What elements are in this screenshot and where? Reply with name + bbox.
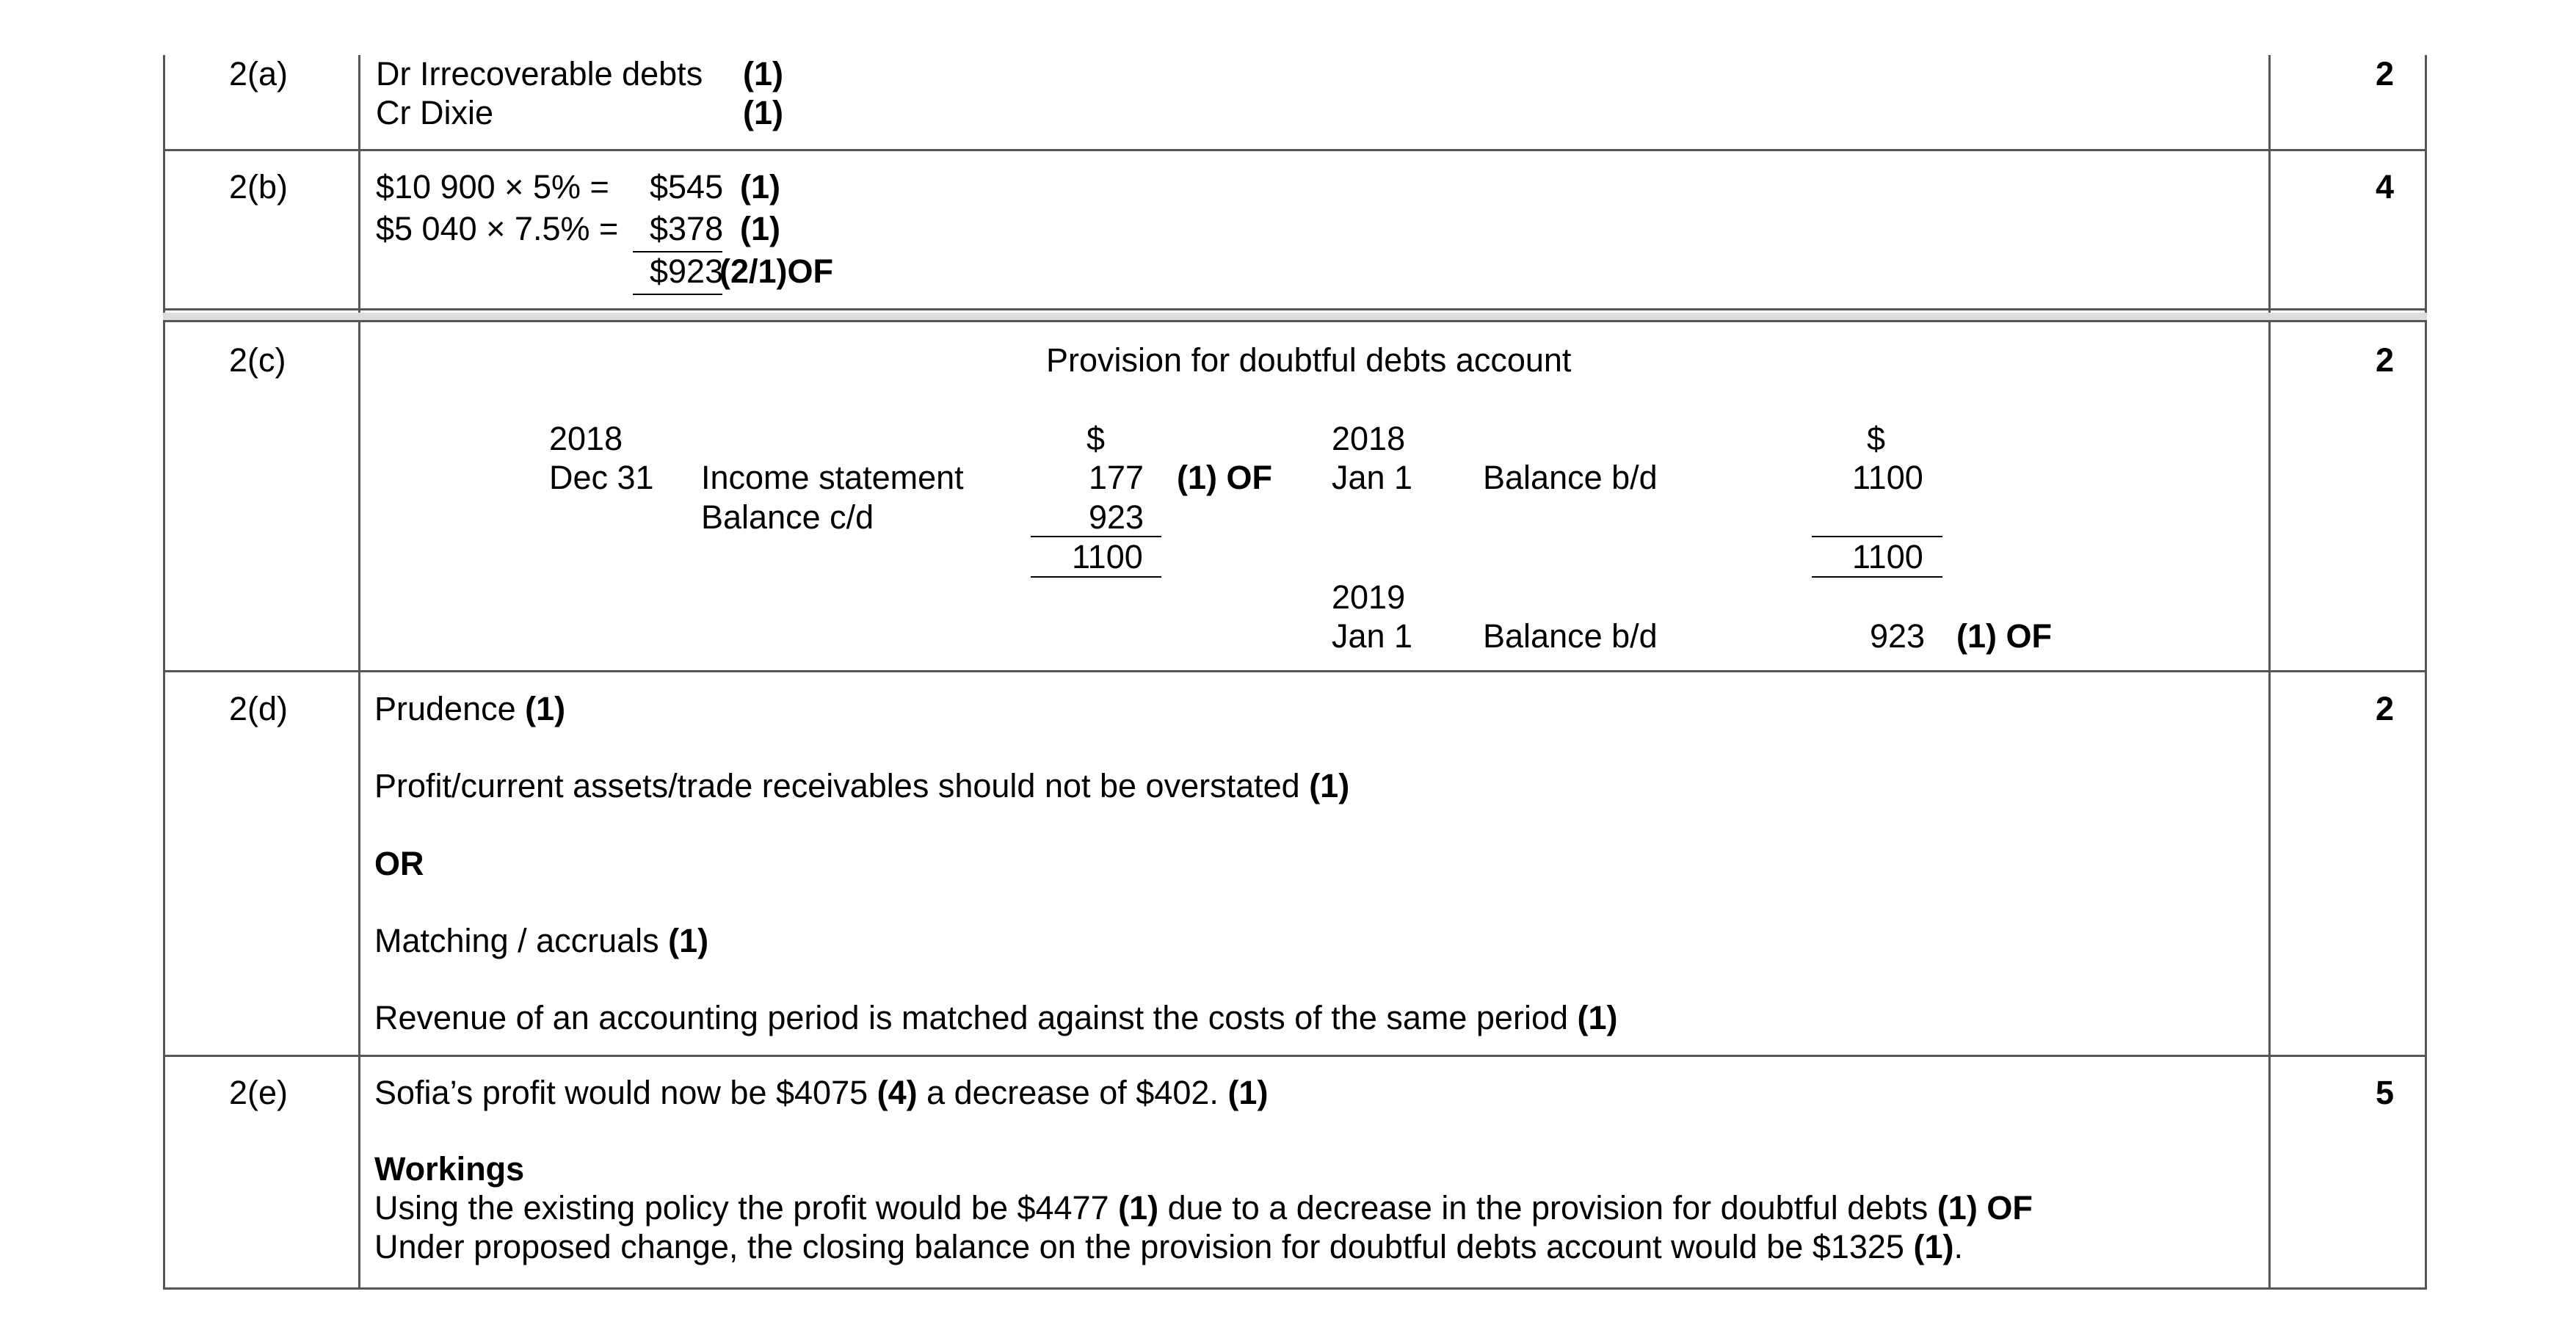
answer-line: Cr Dixie — [376, 94, 494, 131]
mark-allocation: (1) — [740, 210, 780, 247]
question-number: 2(a) — [229, 55, 289, 92]
debit-date: Dec 31 — [549, 459, 654, 496]
row-divider — [163, 320, 2427, 322]
debit-detail: Income statement — [701, 459, 964, 496]
credit-detail: Balance b/d — [1483, 459, 1658, 496]
credit-total: 1100 — [1852, 538, 1923, 575]
column-divider-question — [358, 55, 360, 1290]
debit-total: 1100 — [1072, 538, 1143, 575]
mark-allocation: (1) — [743, 94, 783, 131]
table-right-border — [2425, 55, 2427, 1290]
mark-allocation: (1) — [743, 55, 783, 92]
account-title: Provision for doubtful debts account — [1046, 341, 1572, 379]
row-divider — [163, 308, 2427, 310]
mark-allocation: (1) OF — [1177, 459, 1272, 496]
calculation-total: $923 — [650, 252, 724, 290]
mark-allocation: (1) — [1309, 767, 1350, 804]
calculation-amount: $545 — [650, 168, 724, 206]
debit-currency: $ — [1086, 420, 1106, 457]
question-number: 2(c) — [229, 341, 286, 379]
calculation-expression: $10 900 × 5% = — [376, 168, 609, 206]
credit-next-amount: 923 — [1870, 617, 1926, 655]
mark-allocation: (1) — [1913, 1228, 1954, 1265]
total-rule — [633, 294, 722, 295]
credit-year: 2018 — [1332, 420, 1406, 457]
debit-detail: Balance c/d — [701, 498, 874, 536]
debit-amount: 177 — [1089, 459, 1144, 496]
mark-allocation: (2/1)OF — [719, 252, 834, 290]
row-divider — [163, 1055, 2427, 1057]
question-number: 2(e) — [229, 1074, 289, 1111]
mark-allocation: (1) OF — [1956, 617, 2052, 655]
total-marks: 4 — [2376, 168, 2395, 206]
credit-amount: 1100 — [1852, 459, 1923, 496]
workings-heading: Workings — [374, 1150, 525, 1188]
mark-allocation: (1) — [740, 168, 780, 206]
debit-year: 2018 — [549, 420, 623, 457]
credit-next-year: 2019 — [1332, 578, 1406, 616]
mark-allocation: (1) — [1227, 1074, 1269, 1111]
table-bottom-border — [163, 1287, 2427, 1290]
question-number: 2(b) — [229, 168, 289, 206]
credit-total-rule — [1812, 576, 1942, 578]
debit-amount: 923 — [1089, 498, 1144, 536]
mark-allocation: (1) — [668, 922, 709, 959]
table-left-border — [163, 55, 165, 1290]
page-break-gap — [163, 313, 2427, 320]
workings-line: Under proposed change, the closing balance on the provision for doubtful debts account would be $1325 (1). — [374, 1228, 1963, 1265]
alternative-or: OR — [374, 845, 424, 882]
mark-allocation: (1) — [1118, 1189, 1159, 1226]
mark-allocation: (1) — [1577, 999, 1618, 1036]
answer-paragraph: Prudence (1) — [374, 690, 566, 727]
credit-next-date: Jan 1 — [1332, 617, 1413, 655]
row-divider — [163, 670, 2427, 672]
question-number: 2(d) — [229, 690, 289, 727]
credit-next-detail: Balance b/d — [1483, 617, 1658, 655]
credit-date: Jan 1 — [1332, 459, 1413, 496]
answer-paragraph: Profit/current assets/trade receivables should not be overstated (1) — [374, 767, 1350, 804]
answer-line: Sofia’s profit would now be $4075 (4) a decrease of $402. (1) — [374, 1074, 1269, 1111]
answer-paragraph: Revenue of an accounting period is matched against the costs of the same period (1) — [374, 999, 1618, 1036]
mark-allocation: (1) OF — [1937, 1189, 2033, 1226]
total-marks: 5 — [2376, 1074, 2395, 1111]
calculation-amount: $378 — [650, 210, 724, 247]
credit-currency: $ — [1867, 420, 1886, 457]
mark-allocation: (4) — [877, 1074, 918, 1111]
workings-line: Using the existing policy the profit would be $4477 (1) due to a decrease in the provision for doubtful debts (1) OF — [374, 1189, 2033, 1226]
total-marks: 2 — [2376, 55, 2395, 92]
calculation-expression: $5 040 × 7.5% = — [376, 210, 619, 247]
row-divider — [163, 149, 2427, 151]
mark-allocation: (1) — [525, 690, 566, 727]
total-marks: 2 — [2376, 690, 2395, 727]
answer-line: Dr Irrecoverable debts — [376, 55, 703, 92]
total-marks: 2 — [2376, 341, 2395, 379]
column-divider-marks — [2268, 55, 2271, 1290]
debit-total-rule — [1031, 576, 1161, 578]
answer-paragraph: Matching / accruals (1) — [374, 922, 709, 959]
